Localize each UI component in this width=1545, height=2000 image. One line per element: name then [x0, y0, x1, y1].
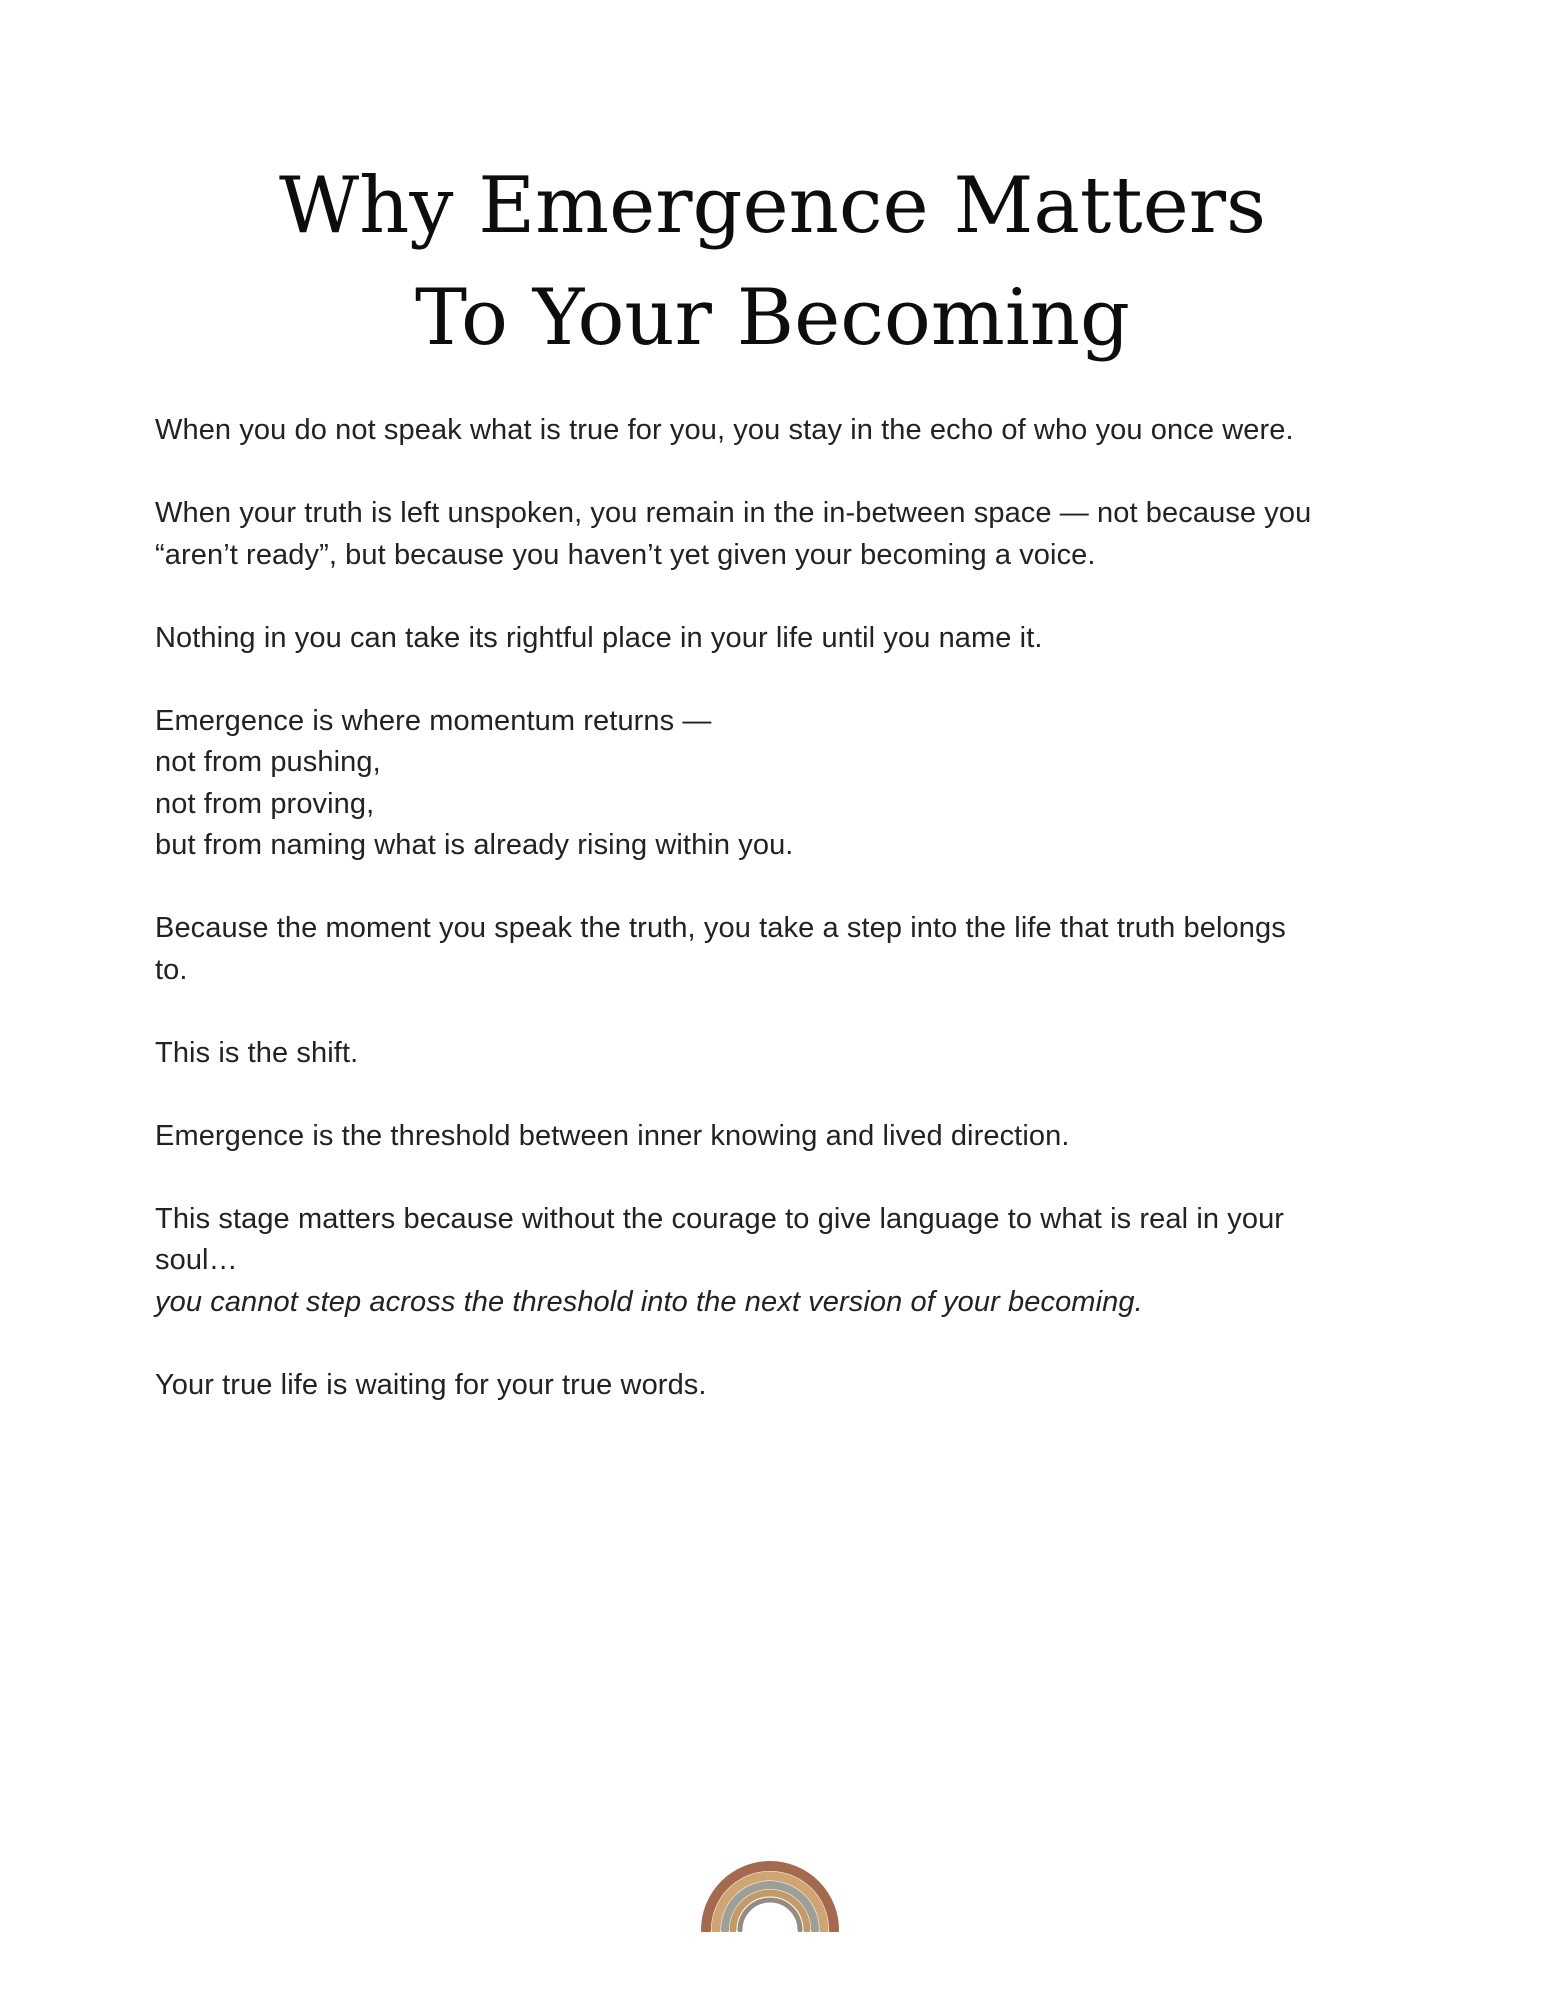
- page-title: [0, 150, 1545, 374]
- rainbow-icon: [700, 1848, 840, 1932]
- paragraph-4-line-2: not from pushing,: [155, 746, 381, 778]
- paragraph-6: [155, 1033, 1395, 1075]
- paragraph-8-italic-line: you cannot step across the threshold into the next version of your becoming.: [155, 1285, 1143, 1318]
- paragraph-3-text: Nothing in you can take its rightful place in your life until you name it.: [155, 621, 1043, 654]
- paragraph-6-text: This is the shift.: [155, 1036, 359, 1069]
- body-text: [155, 410, 1395, 1448]
- paragraph-8: [155, 1199, 1395, 1324]
- paragraph-4-line-3: not from proving,: [155, 787, 375, 820]
- paragraph-1: [155, 410, 1395, 452]
- paragraph-1-text: When you do not speak what is true for you, you stay in the echo of who you once were.: [155, 414, 1294, 446]
- paragraph-5: [155, 908, 1395, 991]
- title-line-1: Why Emergence Matters: [278, 161, 1267, 251]
- paragraph-3: [155, 618, 1395, 660]
- title-line-2: To Your Becoming: [415, 273, 1130, 363]
- paragraph-7: [155, 1116, 1395, 1158]
- paragraph-8-line-1: This stage matters because without the courage to give language to what is real in your: [155, 1202, 1285, 1235]
- paragraph-4-line-4: but from naming what is already rising within you.: [155, 829, 794, 861]
- paragraph-4: [155, 701, 1395, 867]
- paragraph-9: [155, 1365, 1395, 1407]
- paragraph-7-text: Emergence is the threshold between inner knowing and lived direction.: [155, 1119, 1070, 1152]
- paragraph-2-line-1: When your truth is left unspoken, you remain in the in-between space — not because you: [155, 497, 1312, 529]
- paragraph-5-line-1: Because the moment you speak the truth, you take a step into the life that truth belongs: [155, 912, 1286, 944]
- paragraph-4-line-1: Emergence is where momentum returns —: [155, 704, 712, 737]
- paragraph-5-line-2: to.: [155, 953, 188, 986]
- paragraph-2: [155, 493, 1395, 576]
- paragraph-2-line-2: “aren’t ready”, but because you haven’t yet given your becoming a voice.: [155, 538, 1096, 571]
- paragraph-8-line-2: soul…: [155, 1244, 238, 1276]
- paragraph-9-text: Your true life is waiting for your true words.: [155, 1368, 707, 1401]
